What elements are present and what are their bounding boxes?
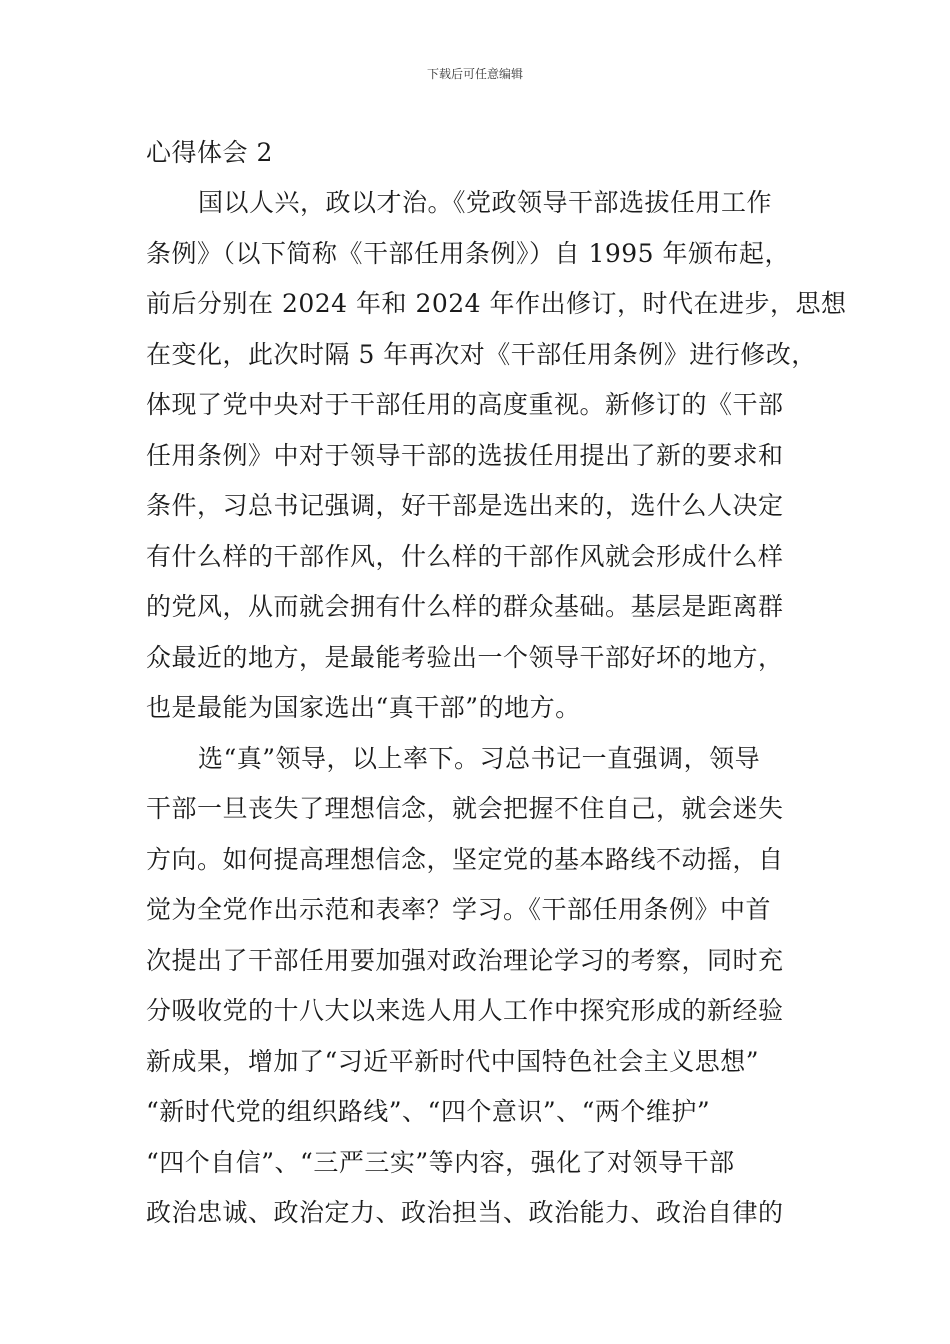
page-header: 下载后可任意编辑 bbox=[426, 67, 523, 81]
paragraph-line: 众最近的地方，是最能考验出一个领导干部好坏的地方， bbox=[146, 642, 784, 672]
document-title: 心得体会 2 bbox=[146, 138, 273, 167]
document-body bbox=[146, 128, 847, 1239]
paragraph-line: 条件，习总书记强调，好干部是选出来的，选什么人决定 bbox=[146, 491, 784, 520]
paragraph-line: 任用条例》中对于领导干部的选拔任用提出了新的要求和 bbox=[146, 440, 784, 470]
paragraph-line: 在变化，此次时隔 5 年再次对《干部任用条例》进行修改， bbox=[146, 339, 817, 369]
paragraph-line: 体现了党中央对于干部任用的高度重视。新修订的《干部 bbox=[146, 390, 784, 419]
paragraph-line: 次提出了干部任用要加强对政治理论学习的考察，同时充 bbox=[146, 945, 784, 975]
paragraph-line: 前后分别在 2024 年和 2024 年作出修订，时代在进步，思想 bbox=[146, 289, 847, 318]
paragraph-line: 也是最能为国家选出“真干部”的地方。 bbox=[146, 693, 581, 722]
paragraph-line: 条例》（以下简称《干部任用条例》）自 1995 年颁布起， bbox=[146, 238, 791, 268]
paragraph-line: 政治忠诚、政治定力、政治担当、政治能力、政治自律的 bbox=[146, 1198, 784, 1227]
paragraph-line: 选“真”领导，以上率下。习总书记一直强调，领导 bbox=[198, 743, 761, 773]
paragraph-line: 的党风，从而就会拥有什么样的群众基础。基层是距离群 bbox=[146, 592, 784, 621]
paragraph-line: “四个自信”、“三严三实”等内容，强化了对领导干部 bbox=[146, 1147, 735, 1177]
paragraph-line: 有什么样的干部作风，什么样的干部作风就会形成什么样 bbox=[146, 541, 784, 571]
paragraph-2 bbox=[146, 734, 811, 1239]
paragraph-line: “新时代党的组织路线”、“四个意识”、“两个维护” bbox=[146, 1097, 711, 1126]
paragraph-line: 新成果，增加了“习近平新时代中国特色社会主义思想” bbox=[146, 1046, 760, 1076]
paragraph-line: 觉为全党作出示范和表率？学习。《干部任用条例》中首 bbox=[146, 895, 772, 924]
paragraph-line: 方向。如何提高理想信念，坚定党的基本路线不动摇，自 bbox=[146, 844, 784, 874]
paragraph-line: 分吸收党的十八大以来选人用人工作中探究形成的新经验 bbox=[146, 996, 784, 1025]
paragraph-line: 干部一旦丧失了理想信念，就会把握不住自己，就会迷失 bbox=[146, 794, 784, 823]
paragraph-line: 国以人兴，政以才治。《党政领导干部选拔任用工作 bbox=[198, 188, 773, 217]
paragraph-1 bbox=[146, 178, 847, 734]
